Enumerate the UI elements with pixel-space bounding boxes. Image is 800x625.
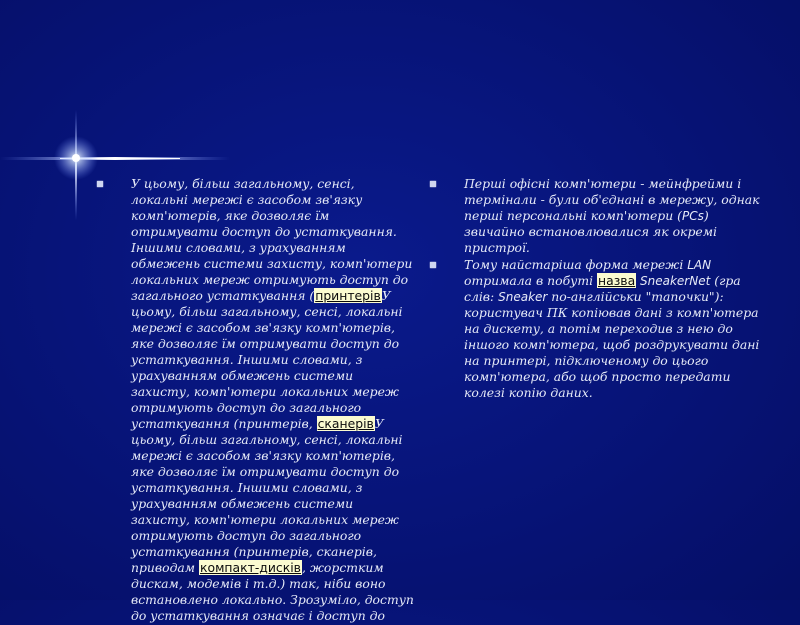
paragraph-text: ) звичайно встановлювалися як окремі пристрої. [464, 208, 717, 255]
square-bullet-icon [430, 181, 436, 187]
link-scanners[interactable]: сканерів [317, 416, 374, 431]
link-compact-discs[interactable]: компакт-дисків [200, 560, 301, 575]
sneaker-term: Sneaker [498, 290, 548, 304]
link-name[interactable]: назва [598, 273, 636, 288]
paragraph-text: У цьому, більш загальному, сенсі, локальні мережі є засобом зв'язку комп'ютерів, яке дозволяє їм отримувати доступ до устаткування. Іншими словами, з урахуванням обмежень системи захисту, комп'ютери локальних мереж отримують доступ до загального устаткування (принтерів, [131, 288, 403, 431]
right-text-column [430, 176, 760, 402]
square-bullet-icon [430, 262, 436, 268]
sneakernet-term: SneakerNet [636, 274, 711, 288]
paragraph-text: (гра слів: [464, 273, 741, 304]
paragraph-text: У цьому, більш загальному, сенсі, локальні мережі є засобом зв'язку комп'ютерів, яке дозволяє їм отримувати доступ до устаткування. Іншими словами, з урахуванням обмежень системи захисту, комп'ютери локальних мереж отримують доступ до загального устаткування (принтерів, сканерів, приводам [131, 416, 403, 575]
left-text-column [97, 176, 415, 625]
square-bullet-icon [97, 181, 103, 187]
lan-abbreviation: LAN [687, 258, 712, 272]
left-bullet-list [97, 176, 415, 624]
right-bullet-list [430, 176, 760, 401]
list-item [430, 176, 760, 256]
pcs-abbreviation: PCs [681, 209, 704, 223]
list-item [430, 257, 760, 401]
paragraph-text: , жорстким дискам, модемів і т.д.) так, ніби воно встановлено локально. Зрозуміло, доступ до устаткування означає і доступ до [131, 560, 414, 623]
paragraph-text: Перші офісні комп'ютери - мейнфрейми і термінали - були об'єднані в мережу, однак перші персональні комп'ютери ( [464, 176, 760, 223]
paragraph-text: отримала в побуті [464, 273, 597, 288]
paragraph-text: по-англійськи "тапочки"): користувач ПК копіював дані з комп'ютера на дискету, а потім переходив з нею до іншого комп'ютера, щоб роздрукувати дані на принтері, підключеному до цього комп'ютера, або щоб просто передати колезі копію даних. [464, 289, 760, 400]
link-printers[interactable]: принтерів [315, 288, 381, 303]
list-item [97, 176, 415, 624]
paragraph-text: Тому найстаріша форма мережі [464, 257, 688, 272]
paragraph-text: У цьому, більш загальному, сенсі, локальні мережі є засобом зв'язку комп'ютерів, яке дозволяє їм отримувати доступ до устаткування. Іншими словами, з урахуванням обмежень системи захисту, комп'ютери локальних мереж отримують доступ до загального устаткування ( [131, 176, 413, 303]
